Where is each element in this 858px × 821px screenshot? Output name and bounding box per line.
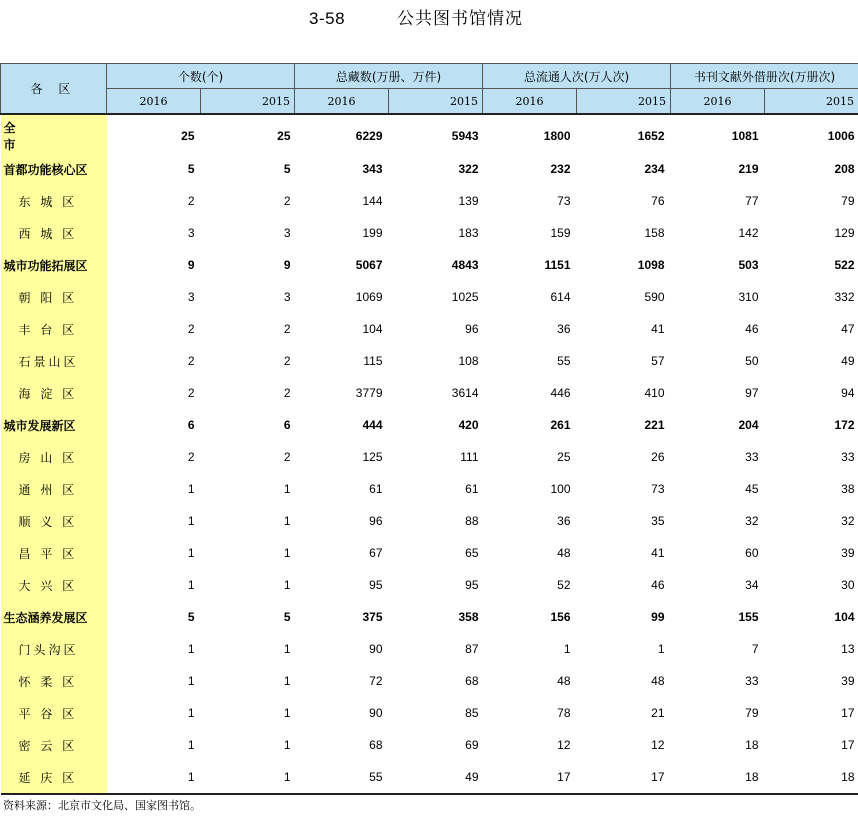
value-cell: 1800 [543,129,571,143]
value-cell: 49 [841,354,855,368]
region-label: 大 兴 区 [18,578,78,593]
value-cell: 1 [107,761,201,794]
region-cell [1,761,107,794]
value-cell: 2 [283,322,291,336]
value-cell: 90 [369,642,383,656]
value-cell: 204 [738,418,759,432]
value-cell: 33 [841,450,855,464]
value-cell: 32 [841,514,855,528]
region-label: 门头沟区 [18,642,79,657]
value-cell: 1 [283,642,291,656]
value-cell: 39 [841,546,855,560]
value-cell: 2 [187,322,195,336]
value-cell: 3 [283,290,291,304]
region-cell [1,377,107,409]
region-cell [1,473,107,505]
region-cell [1,217,107,249]
value-cell: 55 [295,761,389,794]
value-cell: 1 [187,642,195,656]
table-body [1,114,858,794]
region-label: 西 城 区 [18,226,78,241]
region-label: 平 谷 区 [18,706,78,721]
region-cell [1,409,107,441]
value-cell: 9 [283,258,291,272]
value-cell: 234 [644,162,665,176]
table-row [1,153,858,185]
value-cell: 17 [841,738,855,752]
value-cell: 1 [187,514,195,528]
table-row [1,249,858,281]
year-header: 2015 [389,89,483,115]
value-cell: 5067 [355,258,383,272]
value-cell: 36 [557,322,571,336]
value-cell: 444 [362,418,383,432]
region-cell [1,505,107,537]
value-cell: 1652 [637,129,665,143]
value-cell: 25 [557,450,571,464]
value-cell: 69 [465,738,479,752]
region-cell [1,441,107,473]
value-cell: 1006 [827,129,855,143]
value-cell: 1081 [731,129,759,143]
value-cell: 4843 [451,258,479,272]
value-cell: 104 [362,322,383,336]
region-cell [1,119,107,153]
value-cell: 18 [745,738,759,752]
value-cell: 5 [283,610,291,624]
table-row [1,665,858,697]
value-cell: 78 [557,706,571,720]
value-cell: 12 [557,738,571,752]
value-cell: 47 [841,322,855,336]
value-cell: 100 [550,482,571,496]
value-cell: 94 [841,386,855,400]
value-cell: 5 [283,162,291,176]
value-cell: 420 [458,418,479,432]
value-cell: 76 [651,194,665,208]
region-cell [1,345,107,377]
value-cell: 6229 [355,129,383,143]
source-note: 资料来源：北京市文化局、国家图书馆。 [3,799,201,812]
value-cell: 18 [671,761,765,794]
year-header: 2016 [671,89,765,115]
value-cell: 115 [363,354,383,368]
value-cell: 322 [458,162,479,176]
value-cell: 48 [557,546,571,560]
group-header-collection: 总藏数(万册、万件) [295,64,483,89]
value-cell: 522 [834,258,855,272]
value-cell: 2 [283,386,291,400]
region-label: 房 山 区 [18,450,78,465]
value-cell: 2 [283,354,291,368]
value-cell: 55 [557,354,571,368]
value-cell: 61 [369,482,383,496]
value-cell: 72 [369,674,383,688]
table-row [1,441,858,473]
value-cell: 1 [657,642,665,656]
group-header-count: 个数(个) [107,64,295,89]
value-cell: 32 [745,514,759,528]
value-cell: 60 [745,546,759,560]
table-row [1,313,858,345]
value-cell: 5 [187,610,195,624]
table-row [1,217,858,249]
value-cell: 156 [550,610,571,624]
table-title [0,6,858,32]
value-cell: 2 [187,386,195,400]
value-cell: 68 [369,738,383,752]
value-cell: 26 [651,450,665,464]
value-cell: 96 [465,322,479,336]
value-cell: 96 [369,514,383,528]
value-cell: 34 [745,578,759,592]
year-header: 2016 [107,89,201,115]
value-cell: 99 [651,610,665,624]
table-row [1,377,858,409]
value-cell: 87 [465,642,479,656]
table-row [1,185,858,217]
value-cell: 1151 [544,258,571,272]
value-cell: 1 [283,738,291,752]
region-label: 延 庆 区 [18,770,78,785]
region-label: 通 州 区 [18,482,78,497]
region-label: 密 云 区 [18,738,78,753]
value-cell: 48 [651,674,665,688]
value-cell: 1 [283,514,291,528]
value-cell: 358 [458,610,479,624]
value-cell: 33 [745,450,759,464]
value-cell: 614 [550,290,571,304]
value-cell: 9 [187,258,195,272]
value-cell: 261 [550,418,571,432]
value-cell: 88 [465,514,479,528]
value-cell: 1 [563,642,571,656]
year-header: 2015 [577,89,671,115]
value-cell: 1 [187,482,195,496]
value-cell: 108 [458,354,479,368]
value-cell: 1 [283,706,291,720]
value-cell: 39 [841,674,855,688]
value-cell: 45 [745,482,759,496]
value-cell: 25 [181,129,195,143]
table-row [1,761,858,794]
region-label: 顺 义 区 [18,514,78,529]
value-cell: 221 [644,418,665,432]
region-cell [1,313,107,345]
value-cell: 232 [550,162,571,176]
year-header: 2015 [765,89,858,115]
value-cell: 2 [187,450,195,464]
header-row-groups [1,64,858,89]
value-cell: 1 [283,546,291,560]
value-cell: 1 [283,674,291,688]
value-cell: 446 [550,386,571,400]
value-cell: 2 [283,450,291,464]
value-cell: 5 [187,162,195,176]
value-cell: 1098 [637,258,665,272]
value-cell: 1 [283,578,291,592]
region-label: 首都功能核心区 [3,162,88,177]
value-cell: 139 [458,194,479,208]
value-cell: 46 [745,322,759,336]
value-cell: 73 [651,482,665,496]
table-number: 3-58 [309,9,346,28]
value-cell: 21 [651,706,665,720]
value-cell: 1 [283,482,291,496]
region-label: 东 城 区 [18,194,78,209]
value-cell: 410 [644,386,665,400]
header-row-years [1,89,858,115]
value-cell: 183 [458,226,479,240]
table-row [1,473,858,505]
value-cell: 208 [834,162,855,176]
group-header-circulation: 总流通人次(万人次) [483,64,671,89]
table-row [1,697,858,729]
value-cell: 17 [577,761,671,794]
value-cell: 142 [738,226,759,240]
library-table [0,63,858,795]
year-header: 2016 [483,89,577,115]
value-cell: 68 [465,674,479,688]
value-cell: 125 [362,450,383,464]
value-cell: 155 [738,610,759,624]
value-cell: 590 [644,290,665,304]
value-cell: 7 [751,642,759,656]
value-cell: 111 [460,450,479,464]
value-cell: 41 [651,322,665,336]
value-cell: 158 [644,226,665,240]
value-cell: 41 [651,546,665,560]
value-cell: 199 [362,226,383,240]
region-cell [1,281,107,313]
value-cell: 95 [465,578,479,592]
value-cell: 1 [187,674,195,688]
region-label: 怀 柔 区 [18,674,78,689]
value-cell: 33 [745,674,759,688]
region-cell [1,569,107,601]
table-row [1,505,858,537]
value-cell: 6 [283,418,291,432]
region-cell [1,249,107,281]
value-cell: 79 [745,706,759,720]
value-cell: 6 [187,418,195,432]
value-cell: 1025 [451,290,479,304]
value-cell: 1 [187,738,195,752]
value-cell: 77 [745,194,759,208]
group-header-lending: 书刊文献外借册次(万册次) [671,64,858,89]
value-cell: 97 [745,386,759,400]
value-cell: 18 [765,761,858,794]
region-label: 城市功能拓展区 [3,258,88,273]
value-cell: 38 [841,482,855,496]
year-header: 2016 [295,89,389,115]
table-row [1,633,858,665]
value-cell: 219 [738,162,759,176]
value-cell: 36 [557,514,571,528]
table-row [1,569,858,601]
region-label: 生态涵养发展区 [3,610,88,625]
table-row [1,119,858,153]
value-cell: 375 [362,610,383,624]
region-cell [1,537,107,569]
region-cell [1,729,107,761]
region-cell [1,153,107,185]
value-cell: 73 [557,194,571,208]
table-row [1,537,858,569]
region-cell [1,633,107,665]
table-name: 公共图书馆情况 [397,9,523,29]
value-cell: 17 [841,706,855,720]
value-cell: 13 [841,642,855,656]
region-cell [1,185,107,217]
value-cell: 79 [841,194,855,208]
value-cell: 129 [834,226,855,240]
value-cell: 1069 [355,290,383,304]
value-cell: 49 [389,761,483,794]
value-cell: 12 [651,738,665,752]
year-header: 2015 [201,89,295,115]
value-cell: 25 [277,129,291,143]
region-label: 昌 平 区 [18,546,78,561]
value-cell: 30 [841,578,855,592]
region-label: 丰 台 区 [18,322,78,337]
table-row [1,729,858,761]
value-cell: 310 [738,290,759,304]
value-cell: 5943 [451,129,479,143]
value-cell: 90 [369,706,383,720]
value-cell: 2 [187,354,195,368]
value-cell: 343 [362,162,383,176]
region-header: 各 区 [1,64,107,115]
value-cell: 104 [834,610,855,624]
value-cell: 144 [362,194,383,208]
region-label: 石景山区 [18,354,79,369]
region-cell [1,601,107,633]
value-cell: 61 [465,482,479,496]
value-cell: 95 [369,578,383,592]
value-cell: 2 [187,194,195,208]
region-label: 城市发展新区 [3,418,76,433]
table-row [1,601,858,633]
table-row [1,345,858,377]
value-cell: 35 [651,514,665,528]
region-label: 全 市 [3,121,48,152]
value-cell: 3 [187,290,195,304]
value-cell: 46 [651,578,665,592]
value-cell: 159 [550,226,571,240]
value-cell: 3 [283,226,291,240]
value-cell: 50 [745,354,759,368]
value-cell: 67 [369,546,383,560]
value-cell: 1 [187,578,195,592]
value-cell: 3 [187,226,195,240]
value-cell: 1 [201,761,295,794]
value-cell: 85 [465,706,479,720]
value-cell: 65 [465,546,479,560]
region-label: 海 淀 区 [18,386,78,401]
value-cell: 1 [187,706,195,720]
region-cell [1,697,107,729]
region-cell [1,665,107,697]
value-cell: 3779 [355,386,383,400]
region-label: 朝 阳 区 [18,290,78,305]
table-row [1,281,858,313]
value-cell: 2 [283,194,291,208]
value-cell: 48 [557,674,571,688]
value-cell: 332 [834,290,855,304]
table-row [1,409,858,441]
value-cell: 57 [651,354,665,368]
value-cell: 172 [834,418,855,432]
value-cell: 503 [738,258,759,272]
value-cell: 52 [557,578,571,592]
value-cell: 3614 [451,386,479,400]
value-cell: 1 [187,546,195,560]
value-cell: 17 [483,761,577,794]
